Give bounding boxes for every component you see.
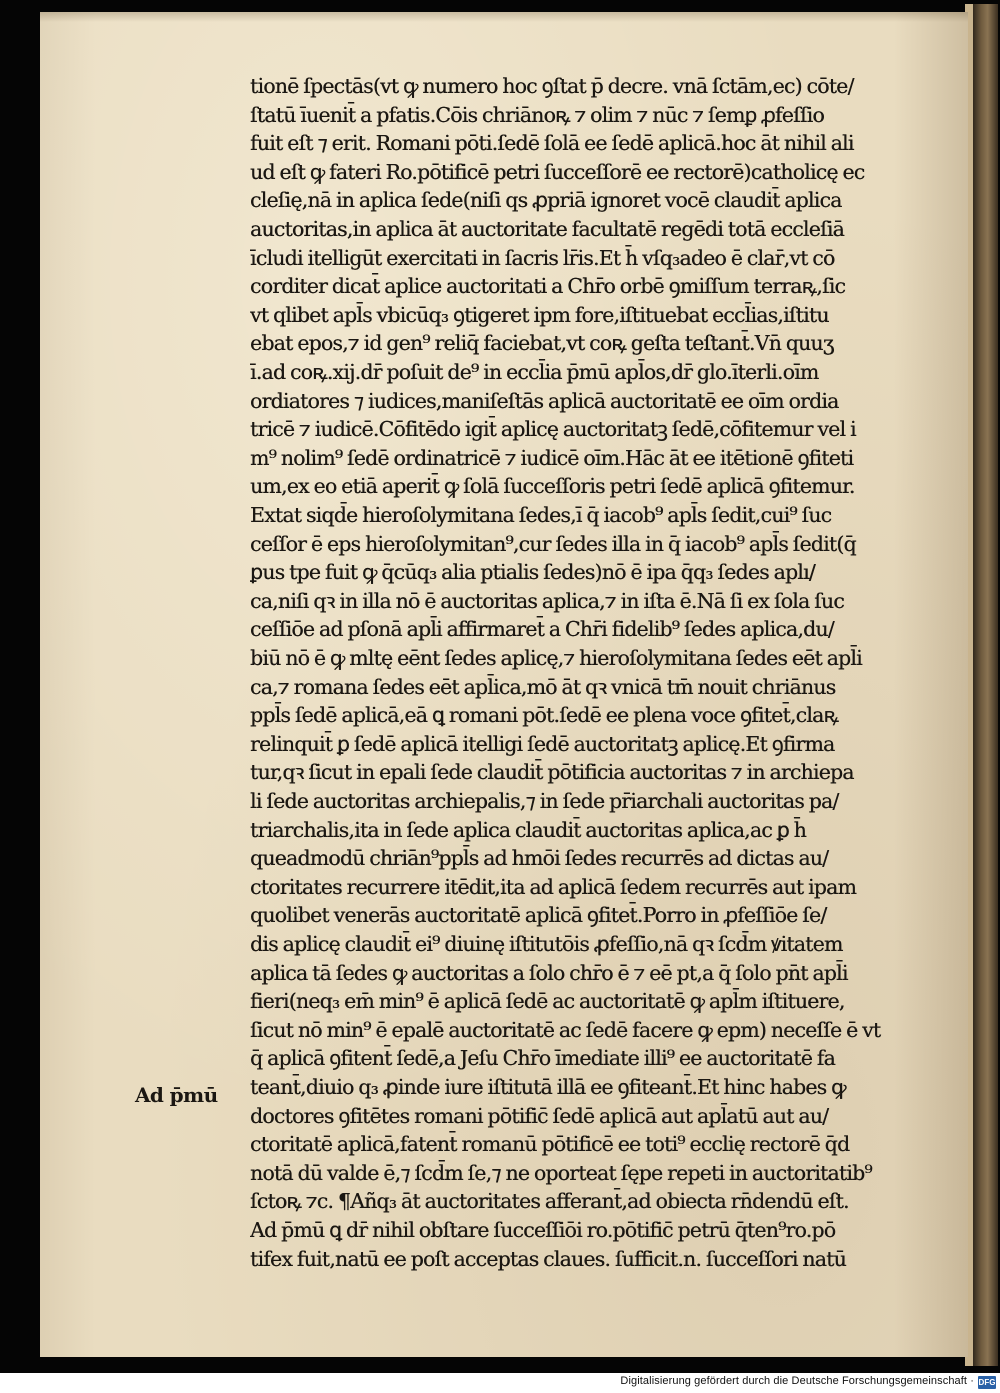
marginal-note: Ad p̄mū — [135, 1083, 218, 1107]
text-line: ebat epos,⁊ id gen⁹ reliq̄ faciebat,vt coꝶ geſta teſtant̄.Vn̄ quuʒ — [250, 331, 834, 356]
text-line: queadmodū chriān⁹ppl̄s ad hmōi ſedes recurrēs ad dictas au/ — [250, 846, 829, 871]
text-line: ſtatū īuenit̄ a pfatis.Cōis chriānoꝶ ⁊ olim ⁊ nūc ⁊ ſemꝑ ꝓfeſſio — [250, 102, 824, 127]
text-line: li ſede auctoritas archiepalis,⁊ in ſede pr̄iarchali auctoritas pa/ — [250, 789, 839, 813]
text-line: Ad p̄mū ꝗ dr̄ nihil obſtare ſucceſſiōi ro.pōtific̄ petrū q̄ten⁹ro.pō — [250, 1218, 836, 1242]
text-line: teant̄,diuio q₃ ꝓinde iure iſtitutā illā ee ꝯfiteant̄.Et hinc habes ꝙ — [250, 1075, 846, 1099]
text-line: quolibet venerās auctoritatē aplicā ꝯfitet̄.Porro in ꝓfeſſiōe ſe/ — [250, 903, 827, 928]
footer-credit: Digitalisierung gefördert durch die Deutsche Forschungsgemeinschaft · — [620, 1375, 974, 1387]
text-line: fuit eſt ⁊ erit. Romani pōti.ſedē ſolā ee ſedē aplicā.hoc āt nihil ali — [250, 131, 854, 156]
text-line: ca,⁊ romana ſedes eēt apl̄ica,mō āt qꝛ vnicā tm̄ nouit chriānus — [250, 674, 836, 699]
text-line: auctoritas,in aplica āt auctoritate facultatē regēdi totā eccleſiā — [250, 217, 844, 241]
text-line: Extat siqd̄e hieroſolymitana ſedes,ī q̄ iacob⁹ apl̄s ſedit,cui⁹ ſuc — [250, 503, 832, 527]
text-line: ceſſiōe ad pſonā apl̄i affirmaret̄ a Chr̄i fidelib⁹ ſedes aplica,du/ — [250, 617, 834, 642]
text-line: ppl̄s ſedē aplicā,eā ꝗ romani pōt.ſedē ee plena voce ꝯfitet̄,claꝶ — [250, 703, 839, 728]
dfg-logo: DFG — [978, 1378, 996, 1387]
text-line: q̄ aplicā ꝯfitent̄ ſedē,a Jeſu Chr̄o īmediate illi⁹ ee auctoritatē fa — [250, 1046, 835, 1071]
text-line: ctoritates recurrere itēdit,ita ad aplicā ſedem recurrēs aut ipam — [250, 874, 857, 899]
text-line: cleſię,nā in aplica ſede(niſi qs ꝓpriā ignoret vocē claudit̄ aplica — [250, 188, 842, 213]
text-line: ud eſt ꝙ fateri Ro.pōtificē petri ſucceſſorē ee rectorē)catholicę ec — [250, 159, 865, 184]
text-line: ſctoꝶ ⁊c. ¶Añq₃ āt auctoritates afferant̄,ad obiecta rn̄dendū eſt. — [250, 1189, 849, 1214]
text-line: tifex fuit,natū ee poſt acceptas claues. ſufficit.n. ſucceſſori natū — [250, 1246, 846, 1271]
page-shadow — [40, 12, 968, 22]
text-line: relinquit̄ ꝑ ſedē aplicā itelligi ſedē auctoritatꝫ aplicę.Et ꝯfirma — [250, 731, 835, 756]
text-line: fieri(neq₃ em̄ min⁹ ē aplicā ſedē ac auctoritatē ꝙ apl̄m iſtituere, — [250, 989, 845, 1014]
text-line: doctores ꝯfitētes romani pōtific̄ ſedē aplicā aut apl̄atū aut au/ — [250, 1103, 829, 1128]
text-line: ceſſor ē eps hieroſolymitan⁹,cur ſedes illa in q̄ iacob⁹ apl̄s ſedit(q̄ — [250, 531, 856, 556]
text-line: ca,niſi qꝛ in illa nō ē auctoritas aplica,⁊ in iſta ē.Nā ſi ex ſola ſuc — [250, 588, 844, 613]
text-line: tricē ⁊ iudicē.Cōfitēdo igit̄ aplicę auctoritatꝫ ſedē,cōfitemur vel i — [250, 417, 856, 442]
text-line: īcludi itelligūt exercitati in ſacris lr̄is.Et h̄ vſq₃adeo ē clar̄,vt cō — [250, 245, 835, 270]
text-line: triarchalis,ita in ſede aplica claudit̄ auctoritas aplica,ac ꝑ h̄ — [250, 817, 806, 842]
text-line: tionē ſpectās(vt ꝙ numero hoc ꝯſtat p̄ decre. vnā ſctām,ec) cōte/ — [250, 74, 854, 98]
text-line: ordiatores ⁊ iudices,maniſeſtās aplicā auctoritatē ee oīm ordia — [250, 388, 839, 413]
text-line: dis aplicę claudit̄ ei⁹ diuinę iſtitutōis ꝓfeſſio,nā qꝛ ſcd̄m ꝟitatem — [250, 932, 843, 956]
book-edge — [972, 4, 998, 1366]
text-line: notā dū valde ē,⁊ ſcd̄m ſe,⁊ ne oporteat ſępe repeti in auctoritatib⁹ — [250, 1160, 872, 1185]
text-line: ī.ad coꝶ.xij.dr̄ poſuit de⁹ in eccl̄ia p̄mū apl̄os,dr̄ glo.īterli.oīm — [250, 360, 819, 384]
text-line: corditer dicat̄ aplice auctoritati a Chr̄o orbē ꝯmiſſum terraꝶ,ſic — [250, 274, 846, 299]
text-line: ſicut nō min⁹ ē epalē auctoritatē ac ſedē facere ꝙ epm) neceſſe ē vt — [250, 1017, 881, 1042]
text-line: um,ex eo etiā aperit̄ ꝙ ſolā ſucceſſoris petri ſedē aplicā ꝯfitemur. — [250, 474, 855, 499]
text-line: biū nō ē ꝙ mltę eēnt ſedes aplicę,⁊ hieroſolymitana ſedes eēt apl̄i — [250, 646, 862, 670]
text-line: vt qlibet apl̄s vbicūq₃ ꝯtigeret ipm fore,iſtituebat eccl̄ias,iſtitu — [250, 302, 829, 327]
text-line: tur,qꝛ ſicut in epali ſede claudit̄ pōtificia auctoritas ⁊ in archiepa — [250, 760, 854, 785]
text-line: ctoritatē aplicā,fatent̄ romanū pōtificē ee toti⁹ ecclię rectorē q̄d — [250, 1132, 850, 1157]
text-line: aplica tā ſedes ꝙ auctoritas a ſolo chr̄o ē ⁊ eē pt,a q̄ ſolo pn̄t apl̄i — [250, 960, 848, 985]
text-line: m⁹ nolim⁹ ſedē ordinatricē ⁊ iudicē oīm.Hāc āt ee itētionē ꝯfiteti — [250, 445, 854, 470]
text-line: ꝑus tpe fuit ꝙ q̄cūq₃ alia ptialis ſedes)nō ē ipa q̄q₃ ſedes aplı/ — [250, 560, 815, 585]
